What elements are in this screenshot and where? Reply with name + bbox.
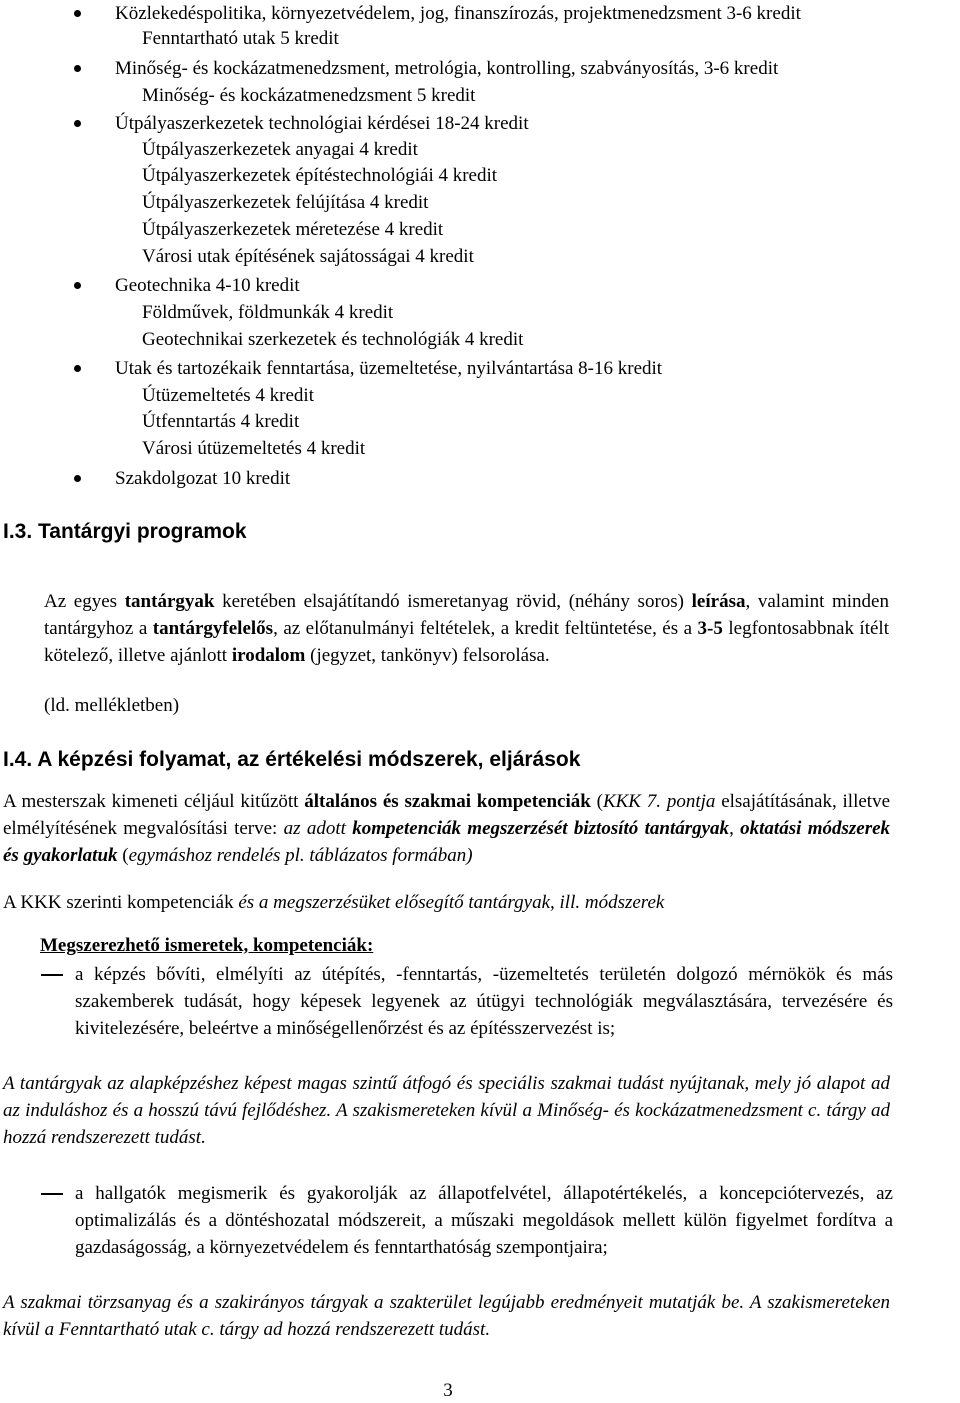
competence-italic-note-2: A szakmai törzsanyag és a szakirányos tárgyak a szakterület legújabb eredményeit mutatják be. A szakismereteken kívül a Fenntartható utak c. tárgy ad hozzá rendszerezett tudást.	[3, 1292, 890, 1340]
appendix-note: (ld. mellékletben)	[44, 695, 180, 716]
list-subitem: Útpályaszerkezetek felújítása 4 kredit	[142, 192, 429, 213]
list-item: Útpályaszerkezetek technológiai kérdései 18-24 kredit	[115, 113, 529, 134]
list-subitem: Városi utak építésének sajátosságai 4 kredit	[142, 246, 474, 267]
competence-paragraph: A mesterszak kimeneti céljául kitűzött általános és szakmai kompetenciák (KKK 7. pontja elsajátításának, illetve elmélyítésének megvalósítási terve: az adott kompetenciák megszerzését biztosító tantárgyak, oktatási módszerek és gyakorlatuk (egymáshoz rendelés pl. táblázatos formában)	[3, 791, 891, 866]
document-page: Közlekedéspolitika, környezetvédelem, jog, finanszírozás, projektmenedzsment 3-6 kredit Fenntartható utak 5 kredit Minőség- és kockázatmenedzsment, metrológia, kontrolling, szabványosítás, 3-6 kredit Minőség- és kockázatmenedzsment 5 kredit Útpályaszerkezetek technológiai kérdései 18-24 kredit Útpályaszerkezetek anyagai 4 kredit Útpályaszerkezetek építéstechnológiái 4 kredit Útpályaszerkezetek felújítása 4 kredit Útpályaszerkezetek méretezése 4 kredit Városi utak építésének sajátosságai 4 kredit Geotechnika 4-10 kredit Földművek, földmunkák 4 kredit Geotechnikai szerkezetek és technológiák 4 kredit Utak és tartozékaik fenntartása, üzemeltetése, nyilvántartása 8-16 kredit Útüzemeltetés 4 kredit Útfenntartás 4 kredit Városi útüzemeltetés 4 kredit Szakdolgozat 10 kredit I.3. Tantárgyi programok Az egyes tantárgyak keretében elsajátítandó ismeretanyag rövid, (néhány soros) leírása, valamint minden tantárgyhoz a tantárgyfelelős, az előtanulmányi feltételek, a kredit feltüntetése, és a 3-5 legfontosabbnak ítélt kötelező, illetve ajánlott irodalom (jegyzet, tankönyv) felsorolása. (ld. mellékletben) I.4. A képzési folyamat, az értékelési módszerek, eljárások A mesterszak kimeneti céljául kitűzött általános és szakmai kompetenciák (KKK 7. pontja elsajátításának, illetve elmélyítésének megvalósítási terve: az adott kompetenciák megszerzését biztosító tantárgyak, oktatási módszerek és gyakorlatuk (egymáshoz rendelés pl. táblázatos formában) A KKK szerinti kompetenciák és a megszerzésüket elősegítő tantárgyak, ill. módszerek Megszerezhető ismeretek, kompetenciák: a képzés bővíti, elmélyíti az útépítés, -fenntartás, -üzemeltetés területén dolgozó mérnökök és más szakemberek tudását, hogy képesek legyenek az útügyi technológiák megválasztására, tervezésére és kivitelezésére, beleértve a minőségellenőrzést és az építésszervezést is; A tantárgyak az alapképzéshez képest magas szintű átfogó és speciális szakmai tudást nyújtanak, mely jó alapot ad az induláshoz és a hosszú távú fejlődéshez. A szakismereteken kívül a Minőség- és kockázatmenedzsment c. tárgy ad hozzá rendszerezett tudást. a hallgatók megismerik és gyakorolják az állapotfelvétel, állapotértékelés, a koncepciótervezés, az optimalizálás és a döntéshozatal módszereit, a műszaki megoldások mellett külön figyelmet fordítva a gazdaságosság, a környezetvédelem és fenntarthatóság szempontjaira; A szakmai törzsanyag és a szakirányos tárgyak a szakterület legújabb eredményeit mutatják be. A szakismereteken kívül a Fenntartható utak c. tárgy ad hozzá rendszerezett tudást. 3	[0, 0, 960, 1403]
list-item: Szakdolgozat 10 kredit	[115, 468, 291, 489]
list-subitem: Fenntartható utak 5 kredit	[142, 28, 339, 49]
section-heading-1-3: I.3. Tantárgyi programok	[3, 520, 247, 543]
list-item: Utak és tartozékaik fenntartása, üzemeltetése, nyilvántartása 8-16 kredit	[115, 358, 663, 379]
bullet-icon	[74, 65, 81, 72]
dash-icon	[41, 1193, 63, 1195]
dash-icon	[41, 974, 63, 976]
bullet-icon	[74, 120, 81, 127]
list-subitem: Útpályaszerkezetek anyagai 4 kredit	[142, 139, 418, 160]
list-subitem: Útpályaszerkezetek építéstechnológiái 4 kredit	[142, 165, 498, 186]
bullet-icon	[74, 282, 81, 289]
list-subitem: Városi útüzemeltetés 4 kredit	[142, 438, 366, 459]
page-number: 3	[443, 1380, 453, 1401]
bullet-icon	[74, 475, 81, 482]
list-subitem: Földművek, földmunkák 4 kredit	[142, 302, 394, 323]
list-subitem: Minőség- és kockázatmenedzsment 5 kredit	[142, 85, 476, 106]
list-item: Minőség- és kockázatmenedzsment, metrológia, kontrolling, szabványosítás, 3-6 kredit	[115, 58, 779, 79]
section-heading-1-4: I.4. A képzési folyamat, az értékelési módszerek, eljárások	[3, 748, 581, 771]
list-subitem: Útfenntartás 4 kredit	[142, 411, 300, 432]
bullet-icon	[74, 365, 81, 372]
competence-italic-note-1: A tantárgyak az alapképzéshez képest magas szintű átfogó és speciális szakmai tudást nyújtanak, mely jó alapot ad az induláshoz és a hosszú távú fejlődéshez. A szakismereteken kívül a Minőség- és kockázatmenedzsment c. tárgy ad hozzá rendszerezett tudást.	[3, 1073, 890, 1148]
kkk-competence-line: A KKK szerinti kompetenciák és a megszerzésüket elősegítő tantárgyak, ill. módszerek	[3, 892, 665, 913]
bullet-icon	[74, 10, 81, 17]
list-item: Közlekedéspolitika, környezetvédelem, jog, finanszírozás, projektmenedzsment 3-6 kredit	[115, 3, 801, 24]
course-program-paragraph: Az egyes tantárgyak keretében elsajátítandó ismeretanyag rövid, (néhány soros) leírása, valamint minden tantárgyhoz a tantárgyfelelős, az előtanulmányi feltételek, a kredit feltüntetése, és a 3-5 legfontosabbnak ítélt kötelező, illetve ajánlott irodalom (jegyzet, tankönyv) felsorolása.	[44, 591, 889, 666]
list-item: Geotechnika 4-10 kredit	[115, 275, 300, 296]
list-subitem: Útpályaszerkezetek méretezése 4 kredit	[142, 219, 444, 240]
competence-subheading: Megszerezhető ismeretek, kompetenciák:	[40, 935, 374, 956]
list-subitem: Útüzemeltetés 4 kredit	[142, 385, 314, 406]
list-subitem: Geotechnikai szerkezetek és technológiák 4 kredit	[142, 329, 524, 350]
